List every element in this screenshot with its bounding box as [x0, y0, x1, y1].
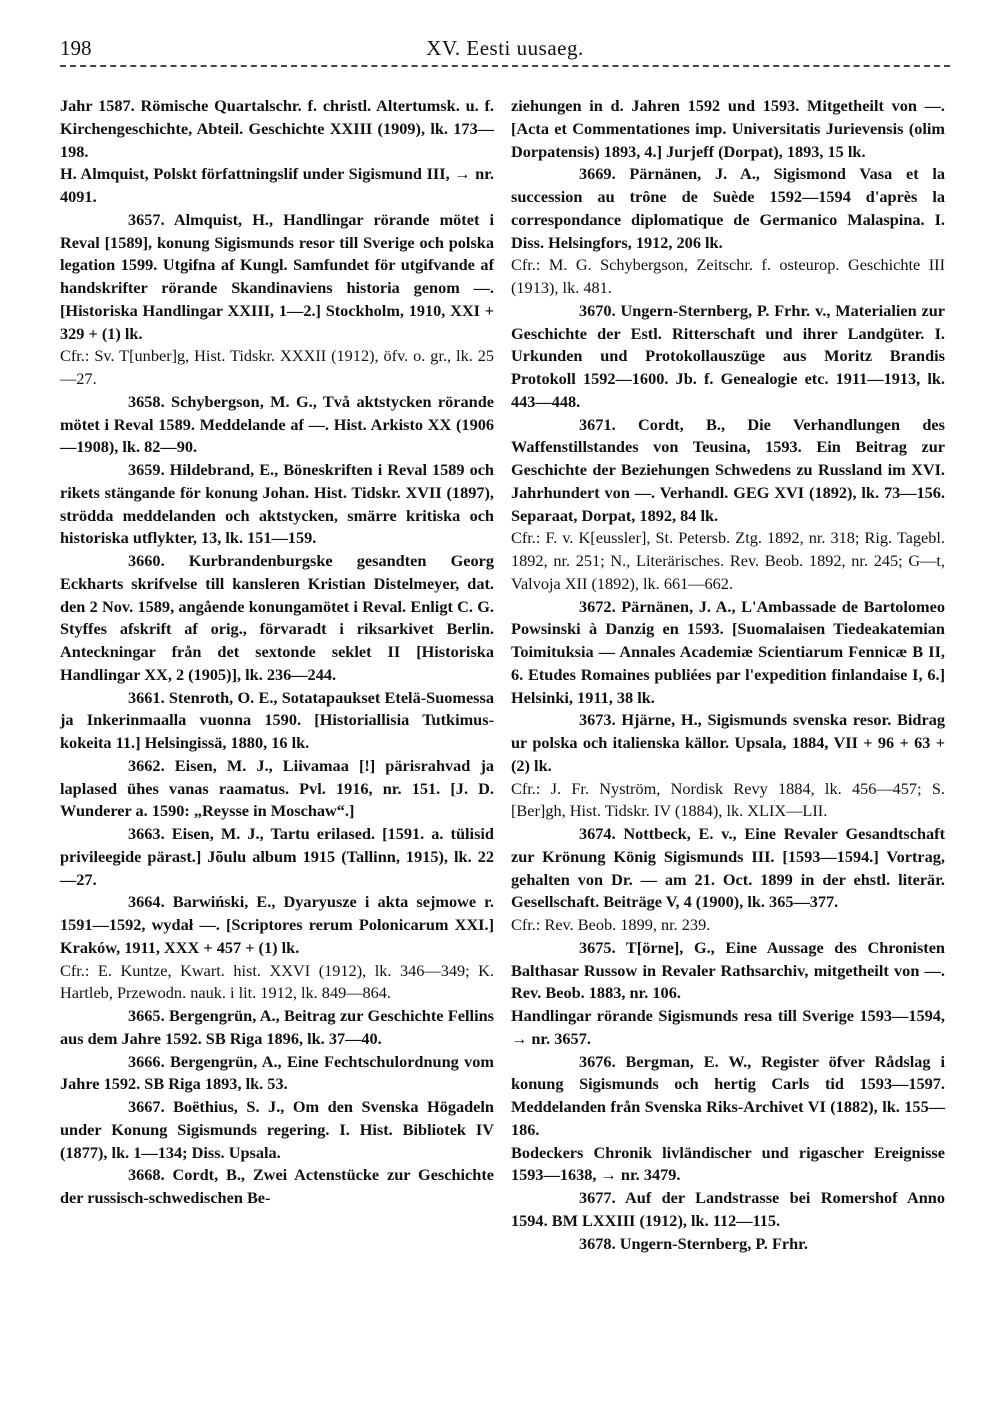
- left-column: [60, 95, 494, 1210]
- review-citation: Cfr.: F. v. K[eussler], St. Petersb. Ztg. 1892, nr. 318; Rig. Tagebl. 1892, nr. 251; N., Literärisches. Rev. Beob. 1892, nr. 245; G—t, Valvoja XII (1892), lk. 661—662.: [511, 528, 945, 593]
- bibliography-entry: Jahr 1587. Römische Quartalschr. f. christl. Altertumsk. u. f. Kirchengeschichte, Abteil. Geschichte XXIII (1909), lk. 173—198.: [60, 96, 494, 161]
- review-citation: Cfr.: M. G. Schybergson, Zeitschr. f. osteurop. Geschichte III (1913), lk. 481.: [511, 255, 945, 297]
- bibliography-entry: 3668. Cordt, B., Zwei Actenstücke zur Geschichte der russisch-schwedischen Be-: [60, 1165, 494, 1207]
- bibliography-entry: 3677. Auf der Landstrasse bei Romershof Anno 1594. BM LXXIII (1912), lk. 112—115.: [511, 1188, 945, 1230]
- bibliography-entry: Bodeckers Chronik livländischer und rigascher Ereignisse 1593—1638, → nr. 3479.: [511, 1142, 945, 1185]
- running-title: XV. Eesti uusaeg.: [426, 36, 584, 60]
- bibliography-entry: 3676. Bergman, E. W., Register öfver Rådslag i konung Sigismunds och hertig Carls tid 1593—1597. Meddelanden från Svenska Riks-Archivet VI (1882), lk. 155—186.: [511, 1051, 945, 1139]
- bibliography-entry: 3657. Almquist, H., Handlingar rörande mötet i Reval [1589], konung Sigismunds resor till Sverige och polska legation 1599. Utgifna af Kungl. Samfundet för utgifvande af handskrifter rörande Skandinaviens historia genom —. [Historiska Handlingar XXIII, 1—2.] Stockholm, 1910, XXI + 329 + (1) lk.: [60, 209, 494, 343]
- page-number: 198: [60, 36, 92, 60]
- bibliography-entry: 3670. Ungern-Sternberg, P. Frhr. v., Materialien zur Geschichte der Estl. Ritterschaft und ihrer Landgüter. I. Urkunden und Protokollauszüge aus Moritz Brandis Protokoll 1592—1600. Jb. f. Genealogie etc. 1911—1913, lk. 443—448.: [511, 300, 945, 411]
- review-citation: Cfr.: J. Fr. Nyström, Nordisk Revy 1884, lk. 456—457; S. [Ber]gh, Hist. Tidskr. IV (1884), lk. XLIX—LII.: [511, 778, 945, 821]
- bibliography-entry: 3674. Nottbeck, E. v., Eine Revaler Gesandtschaft zur Krönung König Sigismunds III. [1593—1594.] Vortrag, gehalten von Dr. — am 21. Oct. 1899 in der ehstl. literär. Gesellschaft. Beiträge V, 4 (1900), lk. 365—377.: [511, 824, 945, 912]
- bibliography-entry: 3659. Hildebrand, E., Böneskriften i Reval 1589 och rikets stängande för konung Johan. Hist. Tidskr. XVII (1897), strödda meddelanden och aktstycken, smärre kritiska och historiska utflykter, 13, lk. 151—159.: [60, 460, 494, 548]
- page-header: [60, 30, 950, 70]
- bibliography-entry: 3661. Stenroth, O. E., Sotatapaukset Etelä-Suomessa ja Inkerinmaalla vuonna 1590. [Historiallisia Tutkimus-kokeita 11.] Helsingissä, 1880, 16 lk.: [60, 687, 494, 752]
- bibliography-entry: H. Almquist, Polskt författningslif under Sigismund III, → nr. 4091.: [60, 164, 494, 206]
- bibliography-entry: 3666. Bergengrün, A., Eine Fechtschulordnung vom Jahre 1592. SB Riga 1893, lk. 53.: [60, 1051, 494, 1094]
- bibliography-entry: 3665. Bergengrün, A., Beitrag zur Geschichte Fellins aus dem Jahre 1592. SB Riga 1896, lk. 37—40.: [60, 1006, 494, 1048]
- bibliography-entry: 3673. Hjärne, H., Sigismunds svenska resor. Bidrag ur polska och italienska källor. Upsala, 1884, VII + 96 + 63 + (2) lk.: [511, 710, 945, 775]
- review-citation: Cfr.: Rev. Beob. 1899, nr. 239.: [511, 915, 711, 934]
- review-citation: Cfr.: Sv. T[unber]g, Hist. Tidskr. XXXII (1912), öfv. o. gr., lk. 25—27.: [60, 346, 494, 388]
- bibliography-entry: Handlingar rörande Sigismunds resa till Sverige 1593—1594, → nr. 3657.: [511, 1006, 945, 1048]
- bibliography-entry: 3672. Pärnänen, J. A., L'Ambassade de Bartolomeo Powsinski à Danzig en 1593. [Suomalaisen Tiedeakatemian Toimituksia — Annales Academiæ Scientiarum Fennicæ B II, 6. Etudes Romaines publiées par l'expedition finlandaise I, 6.] Helsinki, 1911, 38 lk.: [511, 596, 945, 707]
- bibliography-entry: 3660. Kurbrandenburgske gesandten Georg Eckharts skrifvelse till kansleren Kristian Distelmeyer, dat. den 2 Nov. 1589, angående konungamötet i Reval. Enligt C. G. Styffes afskrift af orig., förvaradt i riksarkivet Berlin. Anteckningar från det sextonde seklet II [Historiska Handlingar XX, 2 (1905)], lk. 236—244.: [60, 551, 494, 684]
- review-citation: Cfr.: E. Kuntze, Kwart. hist. XXVI (1912), lk. 346—349; K. Hartleb, Przewodn. nauk. i lit. 1912, lk. 849—864.: [60, 960, 494, 1003]
- header-divider: [60, 65, 950, 67]
- bibliography-entry: ziehungen in d. Jahren 1592 und 1593. Mitgetheilt von —. [Acta et Commentationes imp. Universitatis Jurievensis (olim Dorpatensis) 1893, 4.] Jurjeff (Dorpat), 1893, 15 lk.: [511, 96, 945, 161]
- right-column: [511, 95, 945, 1255]
- bibliography-entry: 3671. Cordt, B., Die Verhandlungen des Waffenstillstandes von Teusina, 1593. Ein Beitrag zur Geschichte der Beziehungen Schwedens zu Russland im XVI. Jahrhundert von —. Verhandl. GEG XVI (1892), lk. 73—156. Separaat, Dorpat, 1892, 84 lk.: [511, 414, 945, 525]
- bibliography-entry: 3658. Schybergson, M. G., Två aktstycken rörande mötet i Reval 1589. Meddelande af —. Hist. Arkisto XX (1906—1908), lk. 82—90.: [60, 391, 494, 457]
- bibliography-entry: 3662. Eisen, M. J., Liivamaa [!] pärisrahvad ja laplased ühes vanas raamatus. Pvl. 1916, nr. 151. [J. D. Wunderer a. 1590: „Reysse in Moschaw“.]: [60, 755, 494, 821]
- bibliography-entry: 3678. Ungern-Sternberg, P. Frhr.: [579, 1233, 808, 1253]
- bibliography-entry: 3663. Eisen, M. J., Tartu erilased. [1591. a. tülisid privileegide pärast.] Jõulu album 1915 (Tallinn, 1915), lk. 22—27.: [60, 824, 494, 889]
- bibliography-entry: 3669. Pärnänen, J. A., Sigismond Vasa et la succession au trône de Suède 1592—1594 d'après la correspondance diplomatique de Germanico Malaspina. I. Diss. Helsingfors, 1912, 206 lk.: [511, 164, 945, 252]
- bibliography-entry: 3675. T[örne], G., Eine Aussage des Chronisten Balthasar Russow in Revaler Rathsarchiv, mitgetheilt von —. Rev. Beob. 1883, nr. 106.: [511, 937, 945, 1003]
- bibliography-entry: 3664. Barwiński, E., Dyaryusze i akta sejmowe r. 1591—1592, wydał —. [Scriptores rerum Polonicarum XXI.] Kraków, 1911, XXX + 457 + (1) lk.: [60, 892, 494, 957]
- bibliography-entry: 3667. Boëthius, S. J., Om den Svenska Högadeln under Konung Sigismunds regering. I. Hist. Bibliotek IV (1877), lk. 1—134; Diss. Upsala.: [60, 1097, 494, 1162]
